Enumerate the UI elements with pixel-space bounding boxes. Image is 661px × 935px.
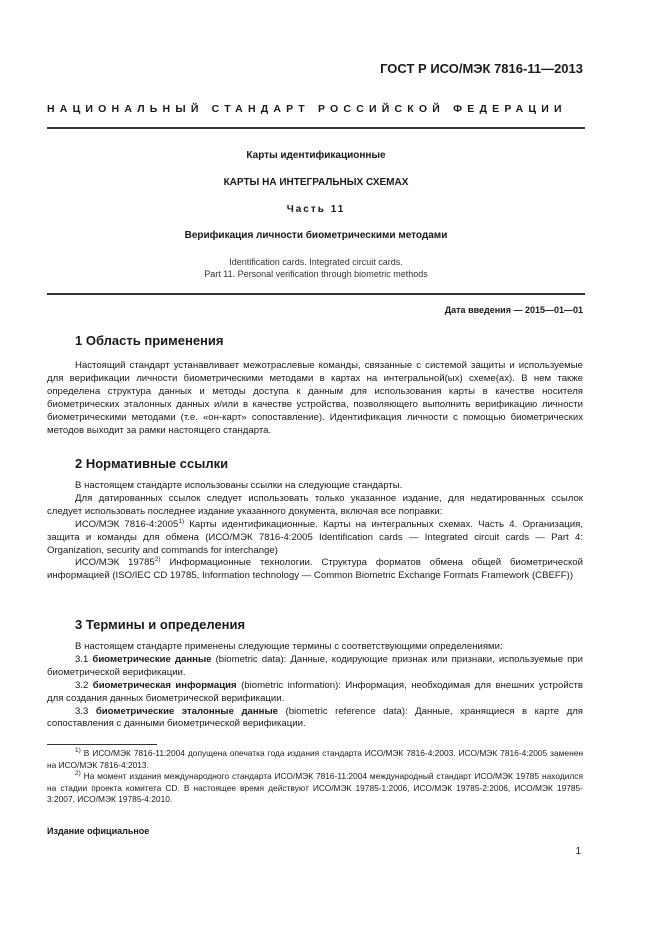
footnote-1-mark: 1)	[75, 747, 81, 755]
title-part: Часть 11	[286, 204, 346, 215]
section-2-paragraph-2: Для датированных ссылок следует использовать только указанное издание, для недатированных ссылок следует использовать последнее издание указанного документа, включая все поправки:	[47, 492, 583, 517]
definition-3-3-text: (biometric reference data): Данные, хранящиеся в карте для сопоставления с данными биометрической верификации.	[47, 705, 584, 730]
footnote-separator	[47, 744, 157, 745]
header-rule	[47, 127, 585, 129]
definition-3-3-term: биометрические эталонные данные	[95, 705, 279, 717]
footnote-1	[47, 748, 583, 771]
introduction-date: Дата введения — 2015—01—01	[444, 305, 583, 315]
definition-3-2	[47, 680, 583, 706]
reference-1-code: ИСО/МЭК 7816-4:2005	[75, 518, 179, 530]
section-1-paragraph: Настоящий стандарт устанавливает межотраслевые команды, связанные с системой защиты и используемые для верификации личности биометрическими методами в картах на интегральной(ых) схеме(ах). В нем также определена структура данных и методы доступа к данным для использования карты в качестве носителя биометрических эталонных данных и/или в качестве устройства, позволяющего выполнить верификацию личности биометрическими методами (т.е. «он-карт» сопоставление). Идентификация личности с помощью биометрических методов выходит за рамки настоящего стандарта.	[47, 360, 583, 436]
title-line-4: Верификация личности биометрическими методами	[184, 230, 448, 241]
reference-2-code: ИСО/МЭК 19785	[75, 557, 155, 569]
page-number: 1	[575, 846, 581, 857]
title-line-1: Карты идентификационные	[246, 150, 386, 161]
section-2-body	[47, 480, 583, 583]
definition-3-1-number: 3.1	[75, 653, 93, 665]
english-title-line-1: Identification cards. Integrated circuit cards.	[229, 257, 403, 267]
national-standard-banner: НАЦИОНАЛЬНЫЙ СТАНДАРТ РОССИЙСКОЙ ФЕДЕРАЦИИ	[47, 103, 567, 115]
standard-number: ГОСТ Р ИСО/МЭК 7816-11—2013	[380, 61, 583, 76]
footnotes	[47, 748, 583, 806]
definition-3-1	[47, 654, 583, 680]
reference-1	[47, 519, 583, 558]
official-edition-label: Издание официальное	[47, 826, 150, 836]
footnote-2	[47, 771, 583, 806]
section-2-paragraph-1: В настоящем стандарте использованы ссылки на следующие стандарты.	[75, 480, 403, 491]
footnote-2-mark: 2)	[75, 770, 81, 778]
section-2-heading: 2 Нормативные ссылки	[75, 456, 229, 471]
definition-3-2-term: биометрическая информация	[92, 679, 237, 691]
english-title	[47, 256, 585, 280]
definition-3-2-text: (biometric information): Информация, необходимая для внешних устройств для создания данных биометрической верификации.	[47, 679, 583, 704]
reference-2-text: Информационные технологии. Структура форматов обмена общей биометрической информацией (ISO/IEC CD 19785, Information technology — Common Biometric Exchange Formats Framework (CBEFF))	[47, 557, 584, 582]
footnote-2-text: На момент издания международного стандарта ИСО/МЭК 7816-11:2004 международный стандарт ИСО/МЭК 19785 находился на стадии проекта комитета CD. В настоящее время действуют ИСО/МЭК 19785-1:2006, ИСО/МЭК 19785-2:2006, ИСО/МЭК 19785-3:2007, ИСО/МЭК 19785-4:2010.	[47, 771, 583, 804]
section-3-heading: 3 Термины и определения	[75, 617, 246, 632]
section-3-body	[47, 641, 583, 731]
footnote-1-text: В ИСО/МЭК 7816-11:2004 допущена опечатка года издания стандарта ИСО/МЭК 7816-4:2003. ИСО/МЭК 7816-4:2005 заменен на ИСО/МЭК 7816-4:2013.	[47, 748, 583, 770]
definition-3-1-term: биометрические данные	[92, 653, 212, 665]
reference-2	[47, 557, 583, 583]
definition-3-1-text: (biometric data): Данные, кодирующие признак или признаки, используемые при биометрической верификации.	[47, 653, 583, 678]
definition-3-2-number: 3.2	[75, 679, 93, 691]
title-line-2: КАРТЫ НА ИНТЕГРАЛЬНЫХ СХЕМАХ	[223, 177, 409, 188]
definition-3-3-number: 3.3	[75, 705, 96, 717]
section-3-paragraph-1: В настоящем стандарте применены следующие термины с соответствующими определениями:	[75, 641, 503, 652]
reference-1-text: Карты идентификационные. Карты на интегральных схемах. Часть 4. Организация, защита и команды для обмена (ИСО/МЭК 7816-4:2005 Identification cards — Integrated circuit cards — Part 4: Organization, security and commands for interchange)	[47, 518, 583, 556]
reference-2-footnote-mark: 2)	[154, 556, 161, 564]
section-1-heading: 1 Область применения	[75, 333, 224, 348]
reference-1-footnote-mark: 1)	[178, 517, 185, 525]
english-title-line-2: Part 11. Personal verification through biometric methods	[204, 269, 428, 279]
section-1-body	[47, 360, 583, 437]
definition-3-3	[47, 706, 583, 732]
title-rule	[47, 293, 585, 295]
